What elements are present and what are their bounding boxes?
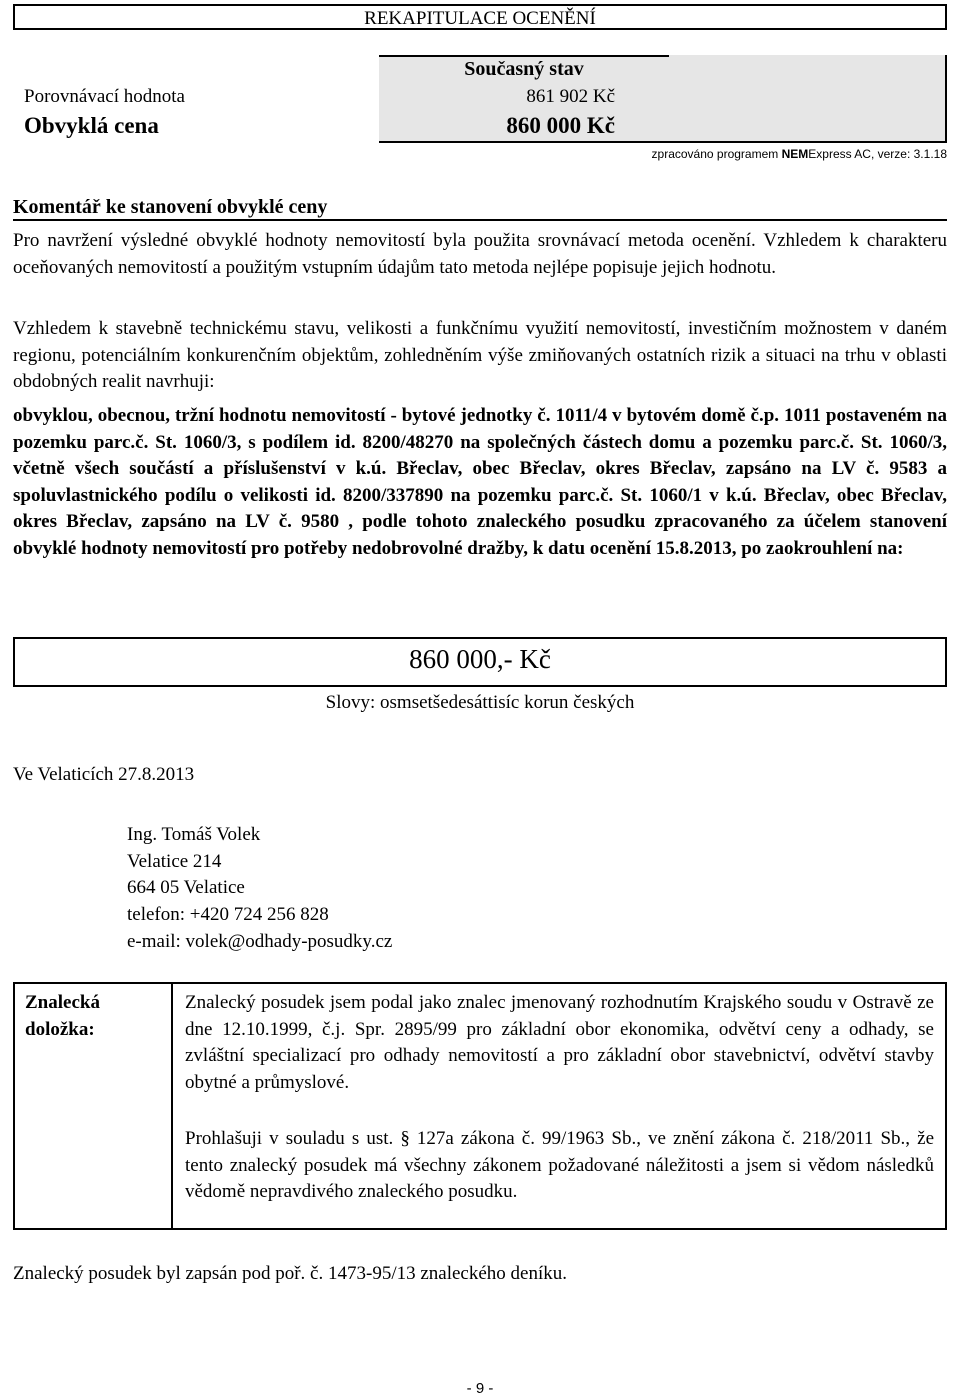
comparative-value-label: Porovnávací hodnota	[24, 86, 185, 107]
expert-clause-appointment: Znalecký posudek jsem podal jako znalec jmenovaný rozhodnutím Krajského soudu v Ostravě ze dne 12.10.1999, č.j. Spr. 2895/99 pro základní obor ekonomika, odvětví ceny a odhady, se zvláštní specializací pro odhady nemovitostí a pro základní obor stavebnictví, odvětví stavby obytné a průmyslové.	[185, 992, 934, 1093]
final-value-amount: 860 000,- Kč	[409, 644, 551, 674]
current-state-bottom-border	[379, 141, 947, 143]
final-value-in-words: Slovy: osmsetšedesáttisíc korun českých	[325, 692, 635, 713]
expert-clause-declaration: Prohlašuji v souladu s ust. § 127a zákona č. 99/1963 Sb., ve znění zákona č. 218/2011 Sb., že tento znalecký posudek má všechny zákonem požadované náležitosti a jsem si vědom následků vědomě nepravdivého znaleckého posudku.	[185, 1128, 934, 1202]
current-state-right-border	[945, 55, 947, 143]
signature-street: Velatice 214	[127, 851, 222, 872]
program-note-brand: NEM	[781, 147, 809, 161]
paragraph-method: Pro navržení výsledné obvyklé hodnoty nemovitostí byla použita srovnávací metoda ocenění. Vzhledem k charakteru oceňovaných nemovitostí a použitým vstupním údajům tato metoda nejlépe popisuje jejich hodnotu.	[13, 230, 947, 278]
signature-name: Ing. Tomáš Volek	[127, 824, 261, 845]
expert-clause-label: Znalecká doložka:	[25, 992, 100, 1040]
usual-price-value: 860 000 Kč	[506, 113, 615, 138]
page-number: - 9 -	[466, 1380, 494, 1397]
signature-phone: telefon: +420 724 256 828	[127, 904, 329, 925]
program-note-prefix: zpracováno programem	[651, 147, 782, 161]
expert-clause-divider	[171, 982, 173, 1230]
register-note: Znalecký posudek byl zapsán pod poř. č. 1473-95/13 znaleckého deníku.	[13, 1263, 568, 1284]
comment-divider	[13, 219, 947, 221]
comparative-value: 861 902 Kč	[526, 86, 615, 107]
usual-price-label: Obvyklá cena	[24, 113, 159, 138]
recap-title: REKAPITULACE OCENĚNÍ	[13, 4, 947, 30]
signature-email: e-mail: volek@odhady-posudky.cz	[127, 931, 393, 952]
place-date: Ve Velaticích 27.8.2013	[13, 764, 195, 785]
comment-heading: Komentář ke stanovení obvyklé ceny	[13, 196, 328, 218]
current-state-top-border	[379, 55, 669, 57]
signature-city: 664 05 Velatice	[127, 877, 245, 898]
paragraph-reasons: Vzhledem k stavebně technickému stavu, velikosti a funkčnímu využití nemovitostí, investičním možnostem v daném regionu, potenciálním konkurenčním objektům, zohledněním výše zmiňovaných ostatních rizik a situaci na trhu v oblasti obdobných realit navrhuji:	[13, 318, 947, 392]
program-note	[560, 147, 947, 161]
program-note-suffix: Express AC, verze: 3.1.18	[808, 147, 947, 161]
paragraph-valuation-statement: obvyklou, obecnou, tržní hodnotu nemovitostí - bytové jednotky č. 1011/4 v bytovém domě č.p. 1011 postaveném na pozemku parc.č. St. 1060/3, s podílem id. 8200/48270 na společných částech domu a pozemku parc.č. St. 1060/3, včetně všech součástí a příslušenství v k.ú. Břeclav, obec Břeclav, okres Břeclav, zapsáno na LV č. 9583 a spoluvlastnického podílu o velikosti id. 8200/337890 na pozemku parc.č. St. 1060/1 v k.ú. Břeclav, obec Břeclav, okres Břeclav, zapsáno na LV č. 9580 , podle tohoto znaleckého posudku zpracovaného za účelem stanovení obvyklé hodnoty nemovitostí pro potřeby nedobrovolné dražby, k datu ocenění 15.8.2013, po zaokrouhlení na:	[13, 405, 947, 559]
current-state-header: Současný stav	[464, 58, 584, 80]
